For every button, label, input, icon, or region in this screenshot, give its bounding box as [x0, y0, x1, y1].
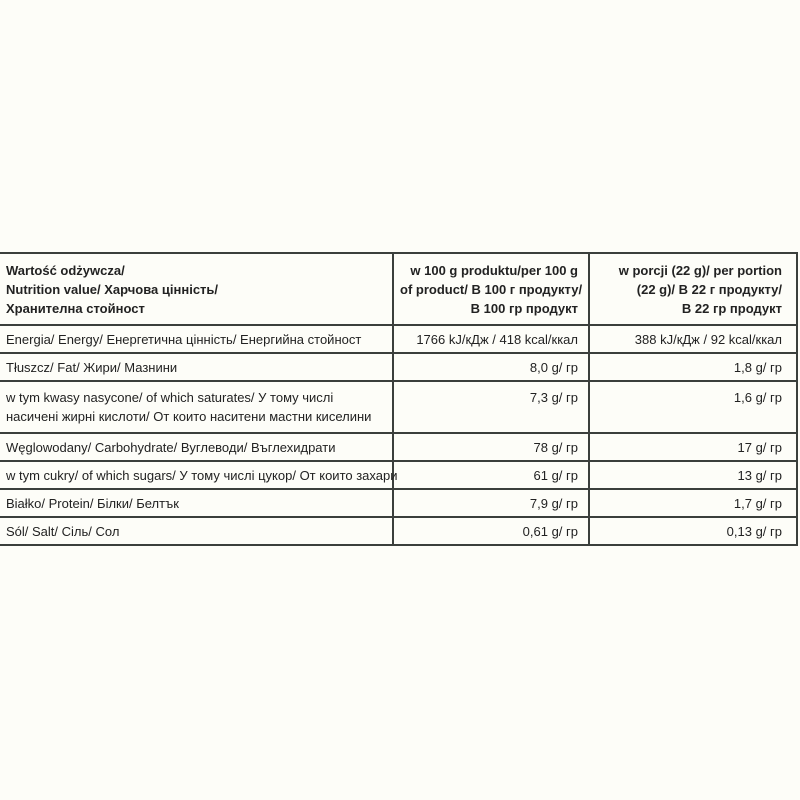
nutrient-label [0, 461, 398, 489]
nutrient-label-text: Energia/ Energy/ Енергетична цінність/ Енергийна стойност [6, 331, 362, 347]
table-header-row [0, 253, 797, 325]
nutrition-table [0, 252, 798, 546]
header-per-100g-line: w 100 g produktu/per 100 g [410, 262, 578, 278]
header-per-portion [589, 253, 797, 325]
per-100g-value: 61 g/ гр [393, 461, 589, 489]
table-row-salt [0, 517, 797, 545]
per-portion-value: 1,8 g/ гр [589, 353, 797, 381]
header-per-portion-line: В 22 гр продукт [681, 300, 782, 316]
per-100g-value: 7,3 g/ гр [393, 381, 589, 433]
table-row-fat [0, 353, 797, 381]
header-per-100g [393, 253, 589, 325]
per-portion-value: 1,6 g/ гр [589, 381, 797, 433]
nutrient-label [0, 489, 393, 517]
header-nutrient-line: Nutrition value/ Харчова цінність/ [6, 281, 219, 297]
header-per-portion-line: (22 g)/ В 22 г продукту/ [636, 281, 782, 297]
nutrient-label-text: w tym cukry/ of which sugars/ У тому числі цукор/ От които захари [6, 467, 398, 483]
per-portion-value: 13 g/ гр [589, 461, 797, 489]
per-100g-value: 78 g/ гр [393, 433, 589, 461]
table-row-sugars [0, 461, 797, 489]
nutrient-label [0, 381, 393, 433]
header-nutrient [0, 253, 393, 325]
per-100g-value: 8,0 g/ гр [393, 353, 589, 381]
per-100g-value: 7,9 g/ гр [393, 489, 589, 517]
per-portion-value: 388 kJ/кДж / 92 kcal/ккал [589, 325, 797, 353]
header-nutrient-line: Хранителна стойност [6, 300, 145, 316]
nutrient-label-text: Tłuszcz/ Fat/ Жири/ Мазнини [6, 359, 178, 375]
table-row-energy [0, 325, 797, 353]
nutrient-label [0, 353, 393, 381]
header-per-100g-line: of product/ В 100 г продукту/ [400, 281, 583, 297]
header-nutrient-line: Wartość odżywcza/ [6, 262, 125, 278]
per-100g-value: 0,61 g/ гр [393, 517, 589, 545]
header-per-100g-line: В 100 гр продукт [470, 300, 578, 316]
per-portion-value: 1,7 g/ гр [589, 489, 797, 517]
per-portion-value: 17 g/ гр [589, 433, 797, 461]
nutrient-label-text: Sól/ Salt/ Сіль/ Сол [6, 523, 120, 539]
nutrient-label-text: w tym kwasy nasycone/ of which saturates/ У тому числі насичені жирні кислоти/ От които наситени мастни киселини [6, 390, 372, 424]
table-row-protein [0, 489, 797, 517]
nutrient-label [0, 433, 393, 461]
nutrient-label-text: Białko/ Protein/ Білки/ Белтък [6, 495, 179, 511]
per-portion-value: 0,13 g/ гр [589, 517, 797, 545]
table-row-carbohydrate [0, 433, 797, 461]
nutrient-label [0, 517, 393, 545]
per-100g-value: 1766 kJ/кДж / 418 kcal/ккал [393, 325, 589, 353]
nutrient-label-text: Węglowodany/ Carbohydrate/ Вуглеводи/ Въглехидрати [6, 439, 336, 455]
header-per-portion-line: w porcji (22 g)/ per portion [618, 262, 782, 278]
nutrient-label [0, 325, 393, 353]
table-row-saturates [0, 381, 797, 433]
